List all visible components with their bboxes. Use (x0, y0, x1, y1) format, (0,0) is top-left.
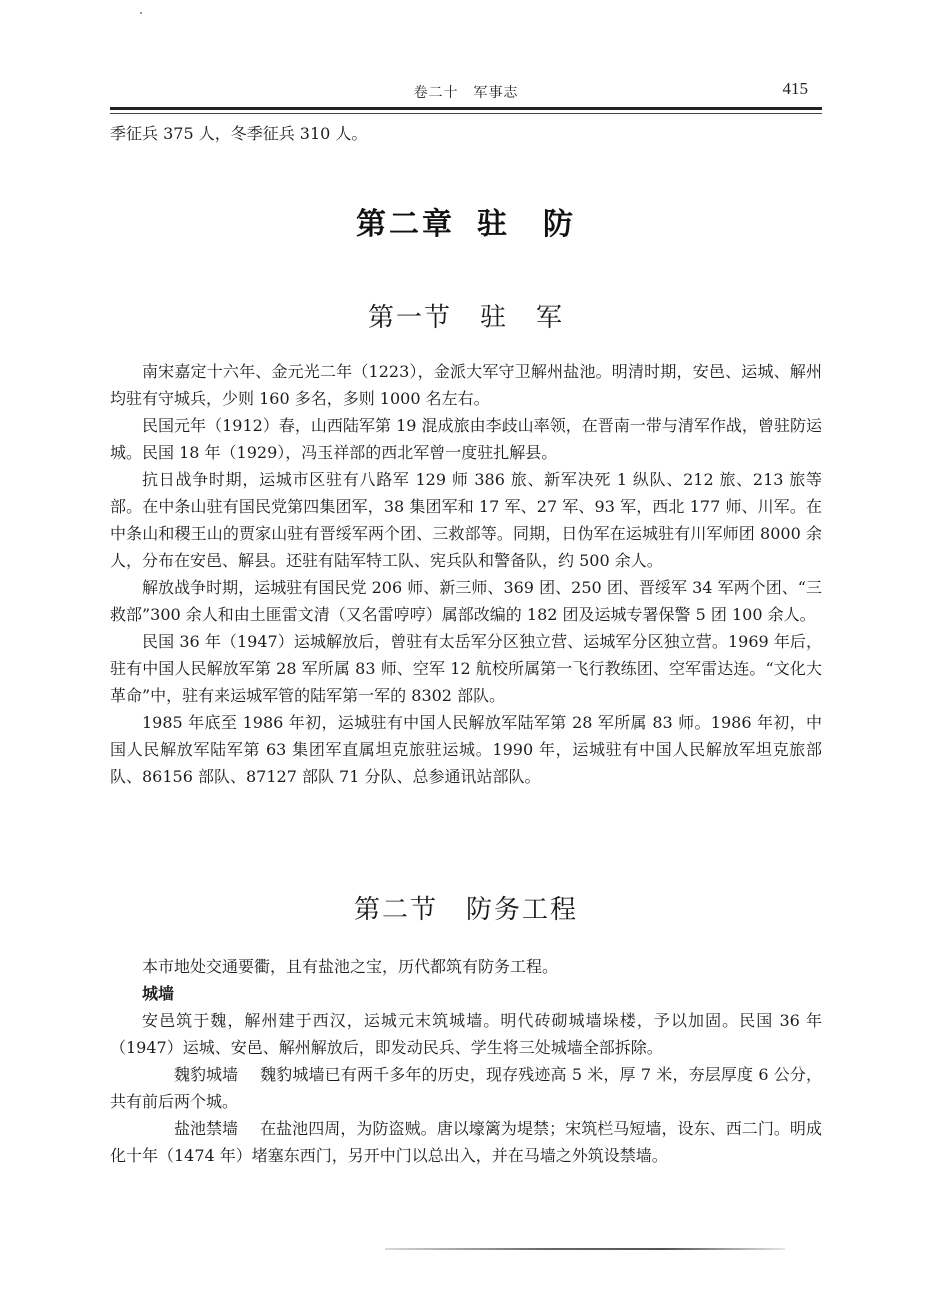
header-title: 卷二十 军事志 (413, 85, 519, 101)
section-2-title (110, 889, 822, 926)
paragraph: 1985 年底至 1986 年初，运城驻有中国人民解放军陆军第 28 军所属 83 师。1986 年初，中国人民解放军陆军第 63 集团军直属坦克旅驻运城。1990 年，运城驻有中国人民解放军坦克旅部队、86156 部队、87127 部队 71 分队、总参通讯站部队。 (110, 713, 822, 786)
section-2-intro: 本市地处交通要衢，且有盐池之宝，历代都筑有防务工程。 (142, 957, 559, 976)
chapter-name: 驻 防 (477, 207, 576, 242)
paragraph: 南宋嘉定十六年、金元光二年（1223），金派大军守卫解州盐池。明清时期，安邑、运城、解州均驻有守城兵，少则 160 多名，多则 1000 名左右。 (110, 362, 822, 408)
chapter-label: 第二章 (356, 207, 455, 242)
paragraph-term: 魏豹城墙 (174, 1065, 239, 1084)
section-1-name: 驻 军 (480, 303, 565, 333)
footer-scan-line (385, 1248, 785, 1250)
header-rule-thin (110, 113, 822, 114)
paragraph-text: 安邑筑于魏，解州建于西汉，运城元末筑城墙。明代砖砌城墙垛楼，予以加固。民国 36 年（1947）运城、安邑、解州解放后，即发动民兵、学生将三处城墙全部拆除。 (110, 1011, 822, 1057)
paragraph-term: 盐池禁墙 (174, 1119, 239, 1138)
chapter-title (110, 199, 822, 243)
header-rule (110, 107, 822, 110)
subheading-city-wall: 城墙 (142, 984, 175, 1003)
paragraph (110, 1007, 822, 1061)
running-header (110, 78, 822, 104)
scan-speck (140, 12, 142, 14)
section-1-label: 第一节 (367, 303, 452, 333)
section-1-body (110, 358, 822, 790)
paragraph: 民国 36 年（1947）运城解放后，曾驻有太岳军分区独立营、运城军分区独立营。1969 年后，驻有中国人民解放军第 28 军所属 83 师、空军 12 航校所属第一飞行教练团、空军雷达连。“文化大革命”中，驻有来运城军管的陆军第一军的 8302 部队。 (110, 632, 822, 705)
paragraph: 民国元年（1912）春，山西陆军第 19 混成旅由李歧山率领，在晋南一带与清军作战，曾驻防运城。民国 18 年（1929），冯玉祥部的西北军曾一度驻扎解县。 (110, 416, 822, 462)
paragraph (110, 1061, 822, 1115)
carryover-text: 季征兵 375 人，冬季征兵 310 人。 (110, 124, 368, 143)
paragraph (110, 1115, 822, 1169)
paragraph: 抗日战争时期，运城市区驻有八路军 129 师 386 旅、新军决死 1 纵队、212 旅、213 旅等部。在中条山驻有国民党第四集团军，38 集团军和 17 军、27 军、93 军，西北 177 师、川军。在中条山和稷王山的贾家山驻有晋绥军两个团、三救部等。同期，日伪军在运城驻有川军师团 8000 余人，分布在安邑、解县。还驻有陆军特工队、宪兵队和警备队，约 500 余人。 (110, 470, 822, 570)
paragraph-text: 魏豹城墙已有两千多年的历史，现存残迹高 5 米，厚 7 米，夯层厚度 6 公分，共有前后两个城。 (110, 1065, 822, 1111)
carryover-block (110, 120, 822, 147)
paragraph: 解放战争时期，运城驻有国民党 206 师、新三师、369 团、250 团、晋绥军 34 军两个团、“三救部”300 余人和由土匪雷文清（又名雷哼哼）属部改编的 182 团及运城专署保警 5 团 100 余人。 (110, 578, 822, 624)
section-2-name: 防务工程 (466, 895, 579, 925)
page-number: 415 (782, 79, 808, 98)
paragraph-text: 在盐池四周，为防盗贼。唐以壕篱为堤禁；宋筑栏马短墙，设东、西二门。明成化十年（1474 年）堵塞东西门，另开中门以总出入，并在马墙之外筑设禁墙。 (110, 1119, 822, 1165)
section-2-label: 第二节 (353, 895, 438, 925)
section-1-title (110, 297, 822, 334)
section-2-body (110, 953, 822, 1169)
